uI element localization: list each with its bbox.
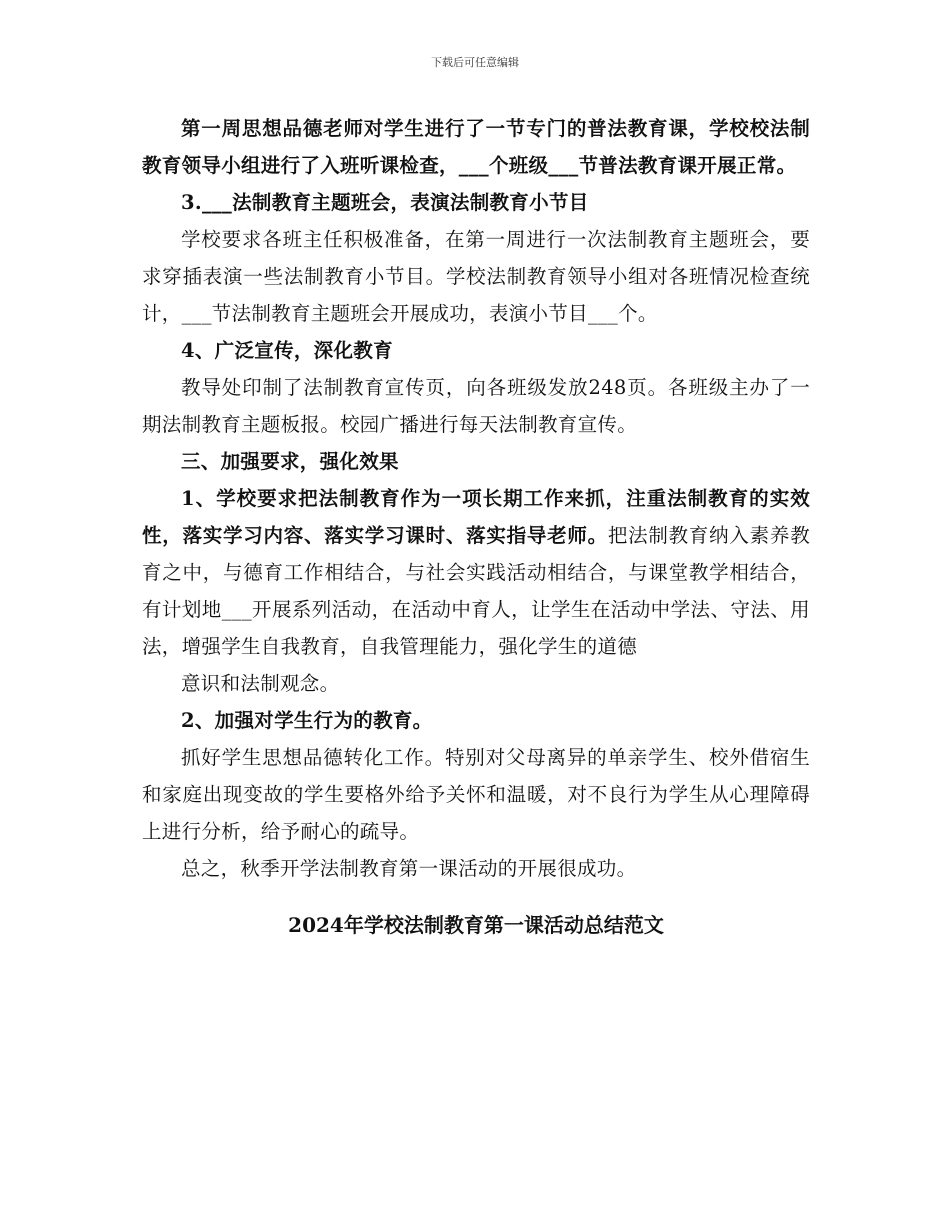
- heading-3: 3.___法制教育主题班会，表演法制教育小节目: [181, 191, 589, 214]
- paragraph-4: [142, 480, 810, 665]
- section-heading-3: 三、加强要求，强化效果: [181, 450, 399, 473]
- heading-2: 2、加强对学生行为的教育。: [181, 709, 433, 732]
- paragraph-7: 总之，秋季开学法制教育第一课活动的开展很成功。: [181, 857, 637, 880]
- paragraph-3: 教导处印制了法制教育宣传页，向各班级发放248页。各班级主办了一期法制教育主题板报。校园广播进行每天法制教育宣传。: [142, 376, 810, 436]
- paragraph-4-body: 把法制教育纳入素养教育之中，与德育工作相结合，与社会实践活动相结合，与课堂教学相结合，有计划地___开展系列活动，在活动中育人，让学生在活动中学法、守法、用法，增强学生自我教育，自我管理能力，强化学生的道德: [142, 524, 810, 658]
- paragraph-1: 第一周思想品德老师对学生进行了一节专门的普法教育课，学校校法制教育领导小组进行了入班听课检查，___个班级___节普法教育课开展正常。: [142, 117, 810, 177]
- paragraph-5: 意识和法制观念。: [181, 672, 340, 695]
- page-header: 下载后可任意编辑: [431, 56, 519, 69]
- paragraph-4-bold-lead: 1、学校要求把法制教育作为一项长期工作来抓，注重法制教育的实效性，落实学习内容、落实学习课时、落实指导老师。: [142, 487, 810, 547]
- heading-4: 4、广泛宣传，深化教育: [181, 339, 393, 362]
- document-body: [142, 110, 810, 944]
- paragraph-6: 抓好学生思想品德转化工作。特别对父母离异的单亲学生、校外借宿生和家庭出现变故的学生要格外给予关怀和温暖，对不良行为学生从心理障碍上进行分析，给予耐心的疏导。: [142, 746, 810, 843]
- document-title: 2024年学校法制教育第一课活动总结范文: [288, 913, 664, 937]
- paragraph-2: 学校要求各班主任积极准备，在第一周进行一次法制教育主题班会，要求穿插表演一些法制教育小节目。学校法制教育领导小组对各班情况检查统计，___节法制教育主题班会开展成功，表演小节目___个。: [142, 228, 810, 325]
